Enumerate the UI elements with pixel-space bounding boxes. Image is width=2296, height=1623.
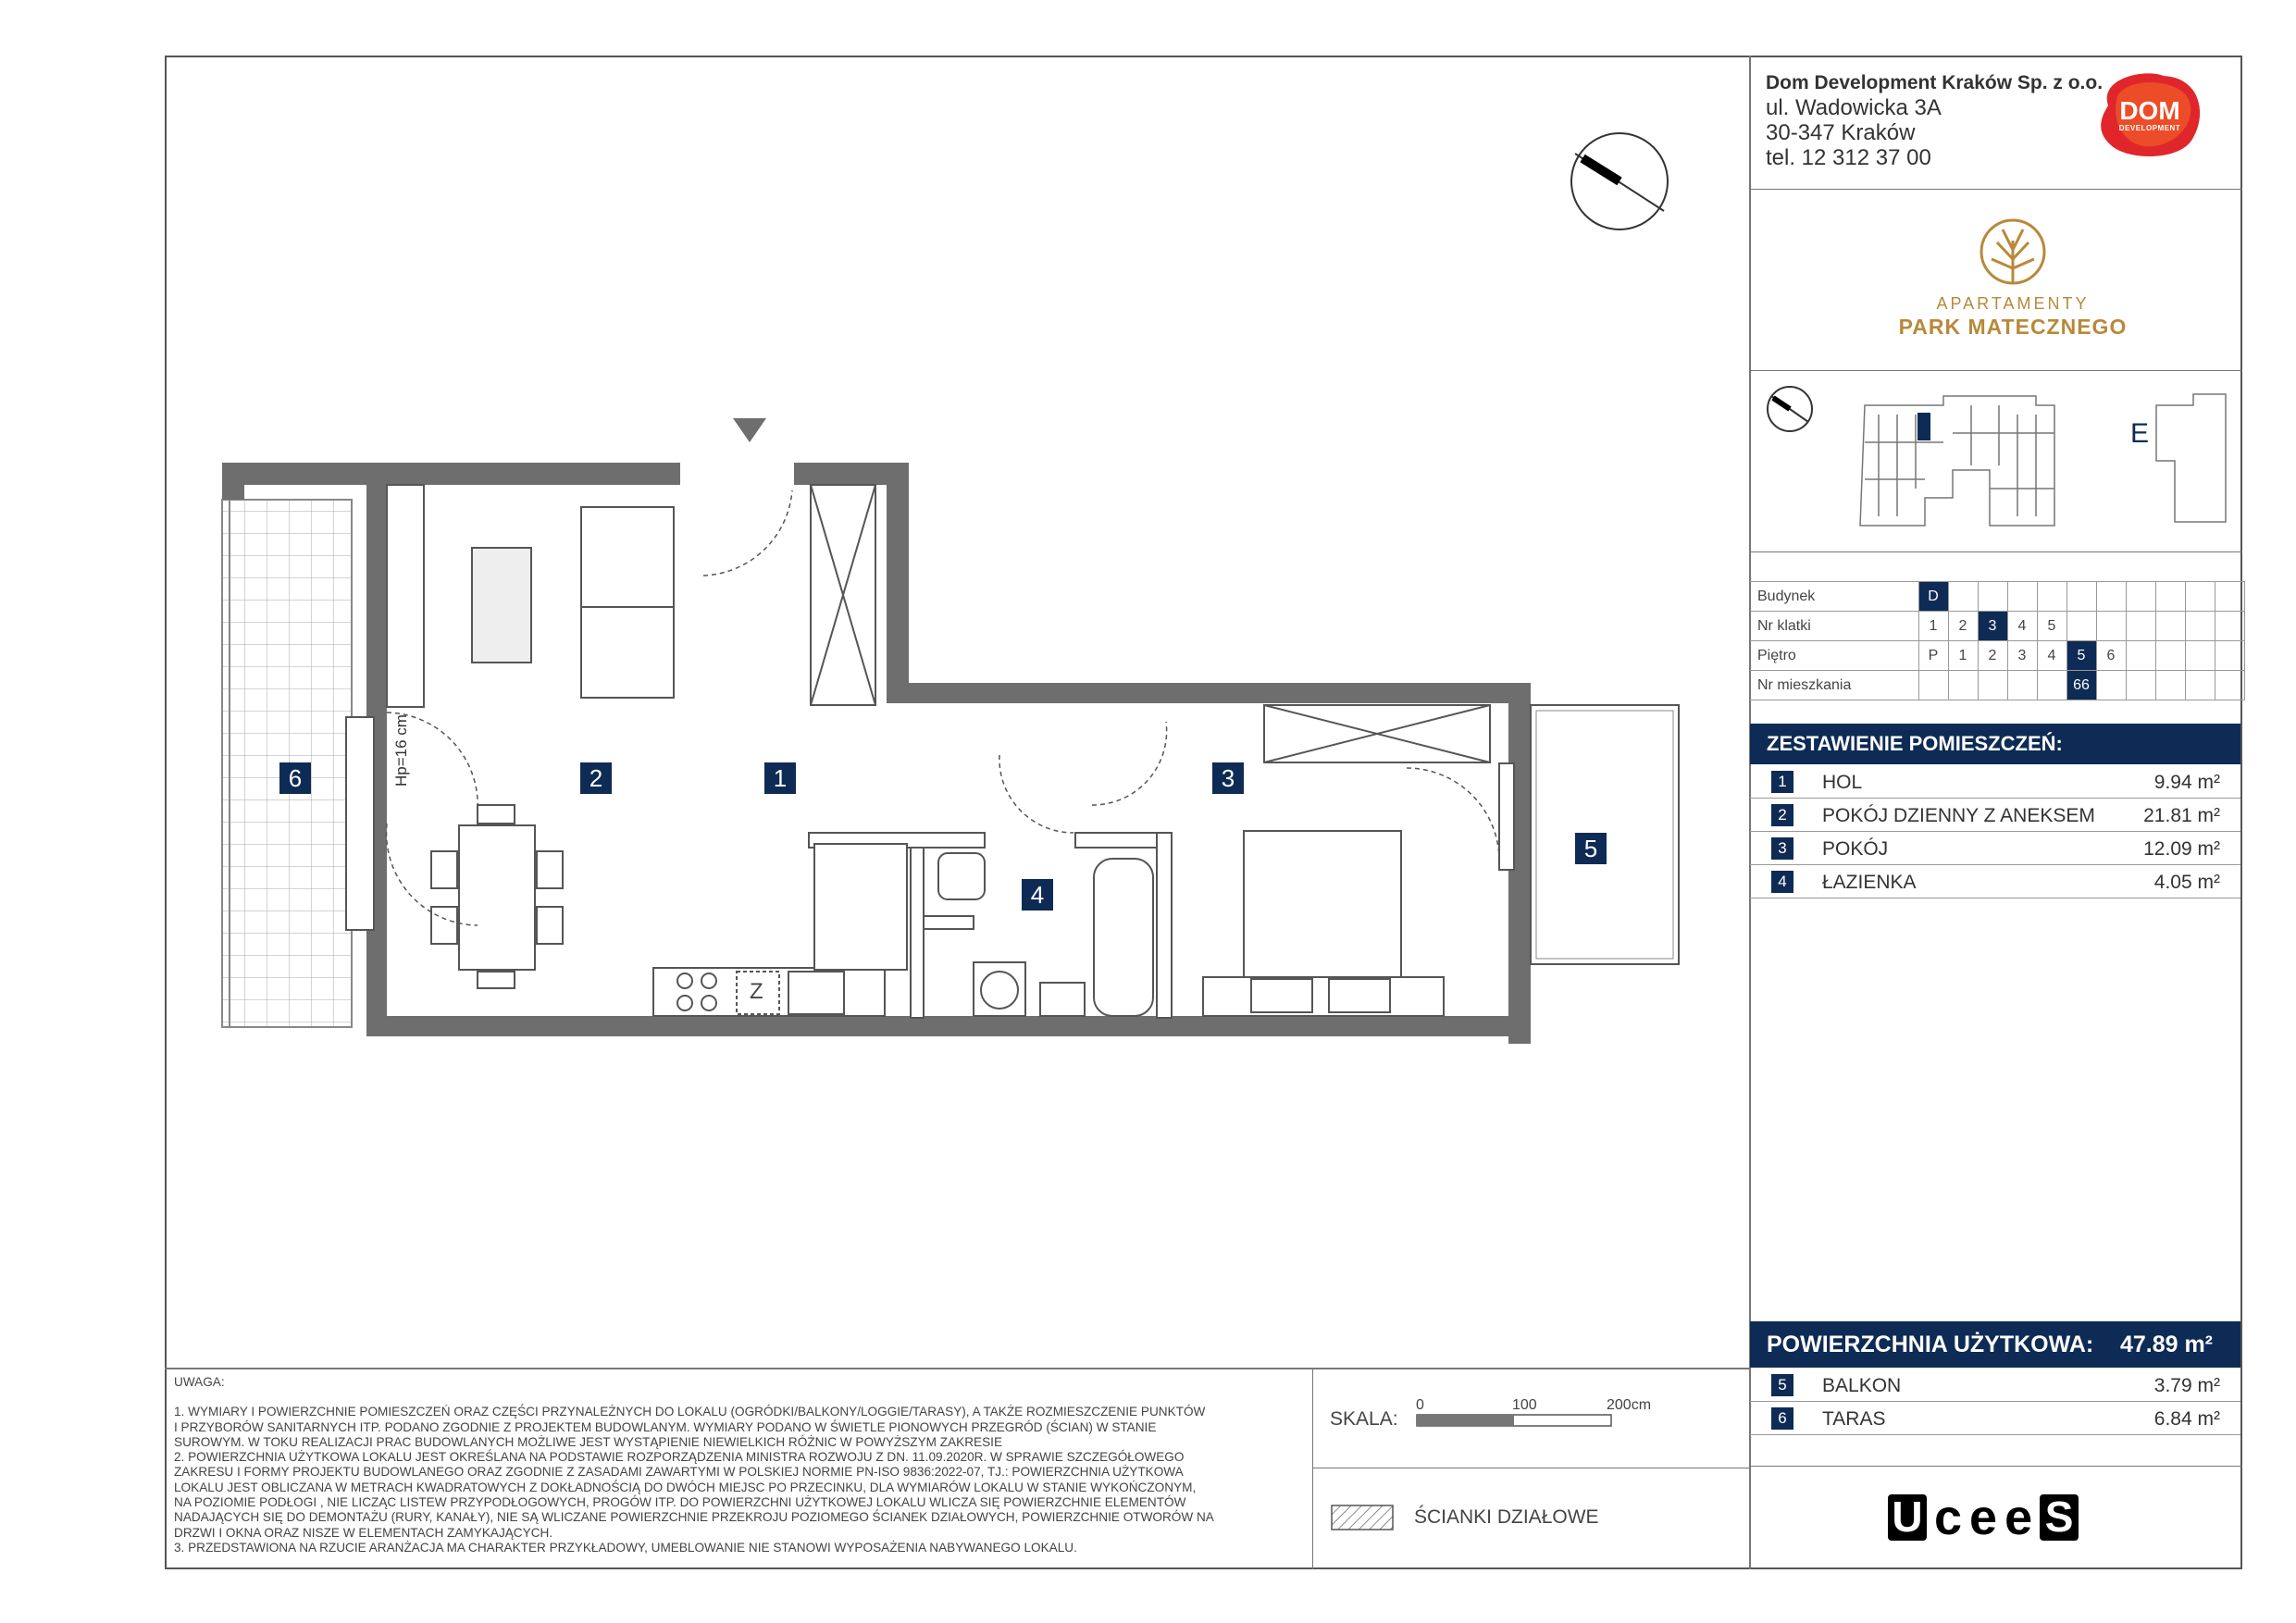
key-plan (1758, 378, 2230, 544)
panel-divider (1749, 551, 2242, 552)
dom-logo-text: DOM (2119, 96, 2180, 125)
terrace-door (346, 717, 374, 930)
label-balcony: 5 (1575, 833, 1607, 864)
coffee-table (472, 548, 531, 663)
kitchen-column (814, 844, 907, 970)
washbasin (1040, 983, 1085, 1016)
notes-title: UWAGA: (174, 1375, 225, 1389)
room-row: 3 POKÓJ 12.09 m² (1750, 833, 2240, 865)
total-area-bar (1750, 1321, 2240, 1368)
toilet (938, 853, 985, 899)
label-klatka: Nr klatki (1750, 612, 1918, 641)
location-table (1750, 581, 2245, 700)
panel-divider (165, 1368, 1749, 1369)
company-address (1766, 70, 2103, 170)
label-budynek: Budynek (1750, 582, 1918, 612)
compass-icon (1564, 128, 1675, 239)
scale-tick-0: 0 (1416, 1397, 1424, 1413)
total-area-label: POWIERZCHNIA UŻYTKOWA: (1767, 1332, 2094, 1357)
compass-small-icon (1768, 387, 1812, 431)
extra-row: 5 BALKON 3.79 m² (1750, 1369, 2240, 1402)
building-letter: E (2130, 418, 2150, 449)
legend-label: ŚCIANKI DZIAŁOWE (1414, 1506, 1599, 1528)
panel-divider (1749, 1466, 2242, 1467)
dom-development-logo (2090, 68, 2210, 161)
label-living: 2 (580, 762, 612, 794)
fridge-mark: Z (750, 979, 763, 1004)
scale-tick-100: 100 (1512, 1397, 1537, 1413)
scale-tick-200: 200cm (1607, 1397, 1652, 1413)
balcony-door (1499, 763, 1514, 870)
label-hall: 1 (764, 762, 796, 794)
label-bedroom: 3 (1212, 762, 1244, 794)
apartment-marker (1917, 413, 1930, 440)
company-street: ul. Wadowicka 3A (1766, 95, 1942, 120)
row-mieszkanie: Nr mieszkania 66 (1750, 671, 2244, 700)
floor-plan-drawing (213, 407, 1694, 1055)
row-pietro: Piętro P 1 2 3 4 5 6 (1750, 641, 2244, 671)
building-outline-left (1860, 396, 2054, 526)
company-name: Dom Development Kraków Sp. z o.o. (1766, 72, 2104, 93)
room-row: 1 HOL 9.94 m² (1750, 766, 2240, 799)
company-phone: tel. 12 312 37 00 (1766, 145, 1931, 170)
wardrobe-living (387, 485, 424, 707)
dining-table (459, 825, 535, 970)
notes-block: UWAGA: 1. WYMIARY I POWIERZCHNIE POMIESZCZEŃ ORAZ CZĘŚCI PRZYNALEŻNYCH DO LOKALU (OGRÓDKI/BALKONY/LOGGIE/TARASY), A TAKŻE ROZMIESZCZENIE PUNKTÓW I PRZYBORÓW SANITARNYCH ITP. PODANO ZGODNIE Z PROJEKTEM BUDOWLANYM. WYMIARY PODANO W ŚWIETLE PIONOWYCH PRZEGRÓD (ŚCIAN) W STANIE SUROWYM. W TOKU REALIZACJI PRAC BUDOWLANYCH MOŻLIWE JEST WYSTĄPIENIE NIEWIELKICH RÓŻNIC W POWYŻSZYM ZAKRESIE 2. POWIERZCHNIA UŻYTKOWA LOKALU JEST OKREŚLANA NA PODSTAWIE ROZPORZĄDZENIA MINISTRA ROZWOJU Z DN. 11.09.2020R. W SPRAWIE SZCZEGÓŁOWEGO ZAKRESU I FORMY PROJEKTU BUDOWLANEGO ORAZ ZGODNIE Z ZASADAMI ZAWARTYMI W POLSKIEJ NORMIE PN-ISO 9836:2022-07, TJ.: POWIERZCHNIA UŻYTKOWA LOKALU JEST OBLICZANA W METRACH KWADRATOWYCH Z DOKŁADNOŚCIĄ DO DWÓCH MIEJSC PO PRZECINKU, DLA WYMIARÓW LOKALU W STANIE WYKOŃCZONYM, NA POZIOMIE PODŁOGI , NIE LICZĄC LISTEW PRZYPODŁOGOWYCH, PROGÓW ITP. DO POWIERZCHNI UŻYTKOWEJ LOKALU WLICZA SIĘ POWIERZCHNIE ELEMENTÓW NADAJĄCYCH SIĘ DO DEMONTAŻU (RURY, KANAŁY), NIE SĄ WLICZANE POWIERZCHNIE PRZEKROJU POZIOMEGO ŚCIANEK DZIAŁOWYCH, POWIERZCHNIE OTWORÓW NA DRZWI I OKNA ORAZ NISZE W ELEMENTACH ZAMYKAJĄCYCH. 3. PRZEDSTAWIONA NA RZUCIE ARANŻACJA MA CHARAKTER PRZYKŁADOWY, UMEBLOWANIE NIE STANOWI WYPOSAŻENIA NABYWANEGO LOKALU. (174, 1375, 1308, 1555)
label-mieszkanie: Nr mieszkania (1750, 671, 1918, 700)
row-klatka: Nr klatki 1 2 3 4 5 (1750, 612, 2244, 641)
sofa (581, 507, 674, 698)
panel-divider (1749, 189, 2242, 190)
room-row: 4 ŁAZIENKA 4.05 m² (1750, 866, 2240, 898)
panel-divider (1312, 1368, 1313, 1569)
project-logo-line2: PARK MATECZNEGO (1898, 315, 2128, 339)
hp-note: Hp=16 cm (392, 714, 410, 787)
entrance-arrow-icon (733, 418, 766, 442)
label-terrace: 6 (279, 762, 311, 794)
panel-divider (1749, 370, 2242, 371)
total-area-value: 47.89 m² (2119, 1332, 2213, 1357)
extra-row: 6 TARAS 6.84 m² (1750, 1403, 2240, 1435)
ucees-logo: U c e e S (1888, 1492, 2079, 1543)
project-logo (1879, 213, 2147, 352)
project-logo-line1: APARTAMENTY (1936, 294, 2090, 313)
dom-logo-subtext: DEVELOPMENT (2118, 124, 2181, 132)
company-city: 30-347 Kraków (1766, 120, 1916, 145)
room-row: 2 POKÓJ DZIENNY Z ANEKSEM 21.81 m² (1750, 799, 2240, 832)
partition-wall-swatch (1331, 1505, 1396, 1532)
building-outline-e (2156, 394, 2226, 522)
bathtub (1094, 859, 1153, 1016)
scale-bar (1416, 1414, 1612, 1427)
row-budynek: Budynek D (1750, 582, 2244, 612)
tree-emblem-icon (1879, 213, 2147, 296)
label-bathroom: 4 (1022, 879, 1053, 911)
scale-label: SKALA: (1330, 1408, 1398, 1430)
rooms-heading: ZESTAWIENIE POMIESZCZEŃ: (1750, 724, 2240, 764)
label-pietro: Piętro (1750, 641, 1918, 671)
